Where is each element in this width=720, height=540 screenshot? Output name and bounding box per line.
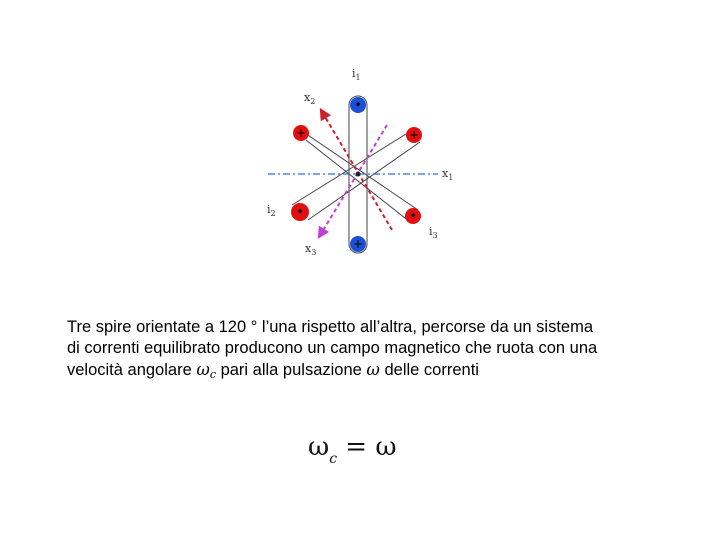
label-x3: $x_3$ <box>305 242 317 257</box>
svg-text:+: + <box>408 128 420 142</box>
svg-text:+: + <box>295 126 307 140</box>
conductor-lower-left-red-dot <box>291 203 309 221</box>
conductor-top-blue-dot <box>350 97 366 113</box>
label-x2: $x_2$ <box>304 91 316 106</box>
formula-lhs-subscript: c <box>329 451 338 467</box>
caption-line-3 <box>67 359 667 385</box>
coil-3-side-a <box>292 129 414 205</box>
formula-lhs: ω <box>308 432 330 462</box>
conductor-upper-left-red-plus <box>293 125 309 141</box>
coil-2-side-a <box>296 127 418 210</box>
caption-line-3-start: velocità angolare <box>67 361 197 379</box>
svg-text:•: • <box>409 209 417 223</box>
svg-text:+: + <box>352 237 364 251</box>
caption-line-3-end: delle correnti <box>379 361 479 379</box>
omega-symbol: ω <box>366 360 380 379</box>
conductor-lower-right-red-dot <box>405 208 421 224</box>
center-point <box>356 172 361 177</box>
formula-equals: = <box>337 432 376 462</box>
conductor-bottom-blue-plus <box>350 236 366 252</box>
omega-c-subscript: c <box>209 368 216 381</box>
label-i1: $i_1$ <box>352 67 361 82</box>
caption-line-3-middle: pari alla pulsazione <box>215 361 367 379</box>
omega-c-symbol: ω <box>196 360 210 379</box>
formula-rhs: ω <box>375 432 397 462</box>
formula-omega-c-equals-omega <box>308 432 397 467</box>
label-x1: $x_1$ <box>442 167 454 182</box>
conductor-upper-right-red-plus <box>406 127 422 143</box>
label-i3: $i_3$ <box>429 225 438 240</box>
svg-text:•: • <box>296 205 304 219</box>
label-i2: $i_2$ <box>267 203 276 218</box>
caption-line-2: di correnti equilibrato producono un campo magnetico che ruota con una <box>67 339 598 357</box>
svg-text:•: • <box>354 98 362 112</box>
axis-x2 <box>321 110 392 230</box>
axis-x3 <box>319 125 387 237</box>
caption-line-1: Tre spire orientate a 120 ° l’una rispetto all’altra, percorse da un sistema <box>67 318 594 336</box>
coil-2-side-b <box>306 140 410 222</box>
caption-text <box>67 317 667 385</box>
